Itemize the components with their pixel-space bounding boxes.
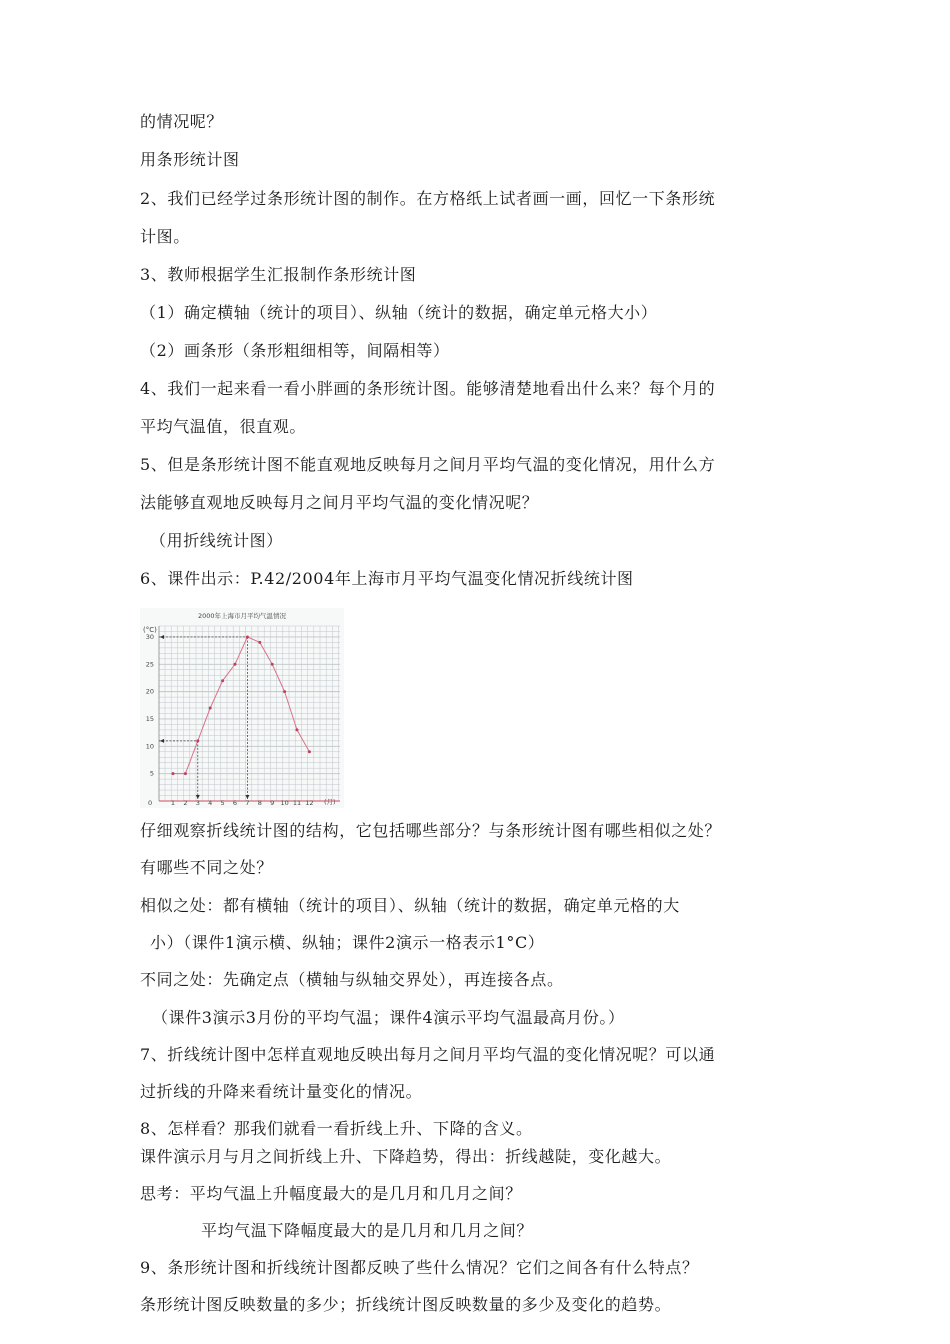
- text-line-21: 过折线的升降来看统计量变化的情况。: [140, 1082, 423, 1101]
- text-line-4: 计图。: [140, 227, 190, 246]
- text-line-7: （2）画条形（条形粗细相等，间隔相等）: [140, 341, 450, 360]
- text-line-20: 7、折线统计图中怎样直观地反映出每月之间月平均气温的变化情况呢？可以通: [140, 1045, 716, 1064]
- data-point-month-1: [172, 772, 175, 775]
- x-tick-label: 5: [220, 799, 225, 807]
- text-line-26: 9、条形统计图和折线统计图都反映了些什么情况？它们之间各有什么特点？: [140, 1258, 699, 1277]
- data-point-month-8: [258, 641, 261, 644]
- y-tick-label: 30: [145, 632, 154, 641]
- data-point-month-10: [283, 690, 286, 693]
- x-tick-label: 7: [245, 799, 250, 807]
- chart-origin-label: 0: [148, 799, 153, 807]
- text-line-18: 不同之处：先确定点（横轴与纵轴交界处），再连接各点。: [140, 970, 564, 989]
- text-line-27: 条形统计图反映数量的多少；折线统计图反映数量的多少及变化的趋势。: [140, 1295, 672, 1314]
- text-line-14: 仔细观察折线统计图的结构，它包括哪些部分？与条形统计图有哪些相似之处？: [140, 821, 722, 840]
- text-line-9: 平均气温值，很直观。: [140, 417, 307, 436]
- x-tick-label: 10: [280, 799, 289, 807]
- data-point-month-7: [246, 635, 249, 638]
- data-point-month-11: [296, 728, 299, 731]
- text-line-2: 用条形统计图: [140, 150, 240, 169]
- y-tick-label: 5: [149, 769, 154, 778]
- text-line-22: 8、怎样看？那我们就看一看折线上升、下降的含义。: [140, 1119, 533, 1138]
- data-point-month-4: [209, 707, 212, 710]
- text-line-11: 法能够直观地反映每月之间月平均气温的变化情况呢？: [140, 493, 539, 512]
- chart-title: 2000年上海市月平均气温情况: [197, 612, 287, 620]
- data-point-month-3: [196, 739, 199, 742]
- y-tick-label: 15: [145, 714, 154, 723]
- x-tick-label: 12: [305, 799, 314, 807]
- x-tick-label: 3: [195, 799, 200, 807]
- text-line-17: 小）（课件1演示横、纵轴；课件2演示一格表示1°C）: [150, 933, 545, 952]
- y-tick-label: 20: [145, 687, 154, 696]
- y-tick-label: 25: [145, 660, 154, 669]
- data-point-month-2: [184, 772, 187, 775]
- chart-x-axis-label: (月): [324, 798, 336, 806]
- text-line-25: 平均气温下降幅度最大的是几月和几月之间？: [201, 1221, 534, 1240]
- data-point-month-12: [308, 750, 311, 753]
- text-line-23: 课件演示月与月之间折线上升、下降趋势，得出：折线越陡，变化越大。: [140, 1147, 672, 1166]
- x-tick-label: 4: [208, 799, 213, 807]
- chart-y-axis-label: (°C): [143, 626, 157, 634]
- text-line-3: 2、我们已经学过条形统计图的制作。在方格纸上试者画一画，回忆一下条形统: [140, 189, 716, 208]
- line-chart: [140, 608, 344, 808]
- text-line-13: 6、课件出示：P.42/2004年上海市月平均气温变化情况折线统计图: [140, 569, 634, 588]
- text-line-10: 5、但是条形统计图不能直观地反映每月之间月平均气温的变化情况，用什么方: [140, 455, 716, 474]
- x-tick-label: 11: [292, 799, 302, 807]
- y-tick-label: 10: [145, 742, 154, 751]
- text-line-24: 思考：平均气温上升幅度最大的是几月和几月之间？: [140, 1184, 522, 1203]
- text-line-12: （用折线统计图）: [150, 531, 283, 550]
- text-line-8: 4、我们一起来看一看小胖画的条形统计图。能够清楚地看出什么来？每个月的: [140, 379, 716, 398]
- data-point-month-6: [234, 663, 237, 666]
- x-tick-label: 2: [183, 799, 188, 807]
- line-chart-svg: [140, 608, 344, 808]
- text-line-19: （课件3演示3月份的平均气温；课件4演示平均气温最高月份。）: [152, 1008, 625, 1027]
- x-tick-label: 9: [270, 799, 275, 807]
- text-line-6: （1）确定横轴（统计的项目）、纵轴（统计的数据，确定单元格大小）: [140, 303, 658, 322]
- x-tick-label: 6: [232, 799, 238, 807]
- text-line-16: 相似之处：都有横轴（统计的项目）、纵轴（统计的数据，确定单元格的大: [140, 896, 680, 915]
- text-line-5: 3、教师根据学生汇报制作条形统计图: [140, 265, 417, 284]
- text-line-15: 有哪些不同之处？: [140, 858, 273, 877]
- x-tick-label: 1: [170, 799, 176, 807]
- data-point-month-9: [271, 663, 274, 666]
- data-point-month-5: [221, 679, 224, 682]
- x-tick-label: 8: [257, 799, 262, 807]
- text-line-1: 的情况呢？: [140, 112, 224, 131]
